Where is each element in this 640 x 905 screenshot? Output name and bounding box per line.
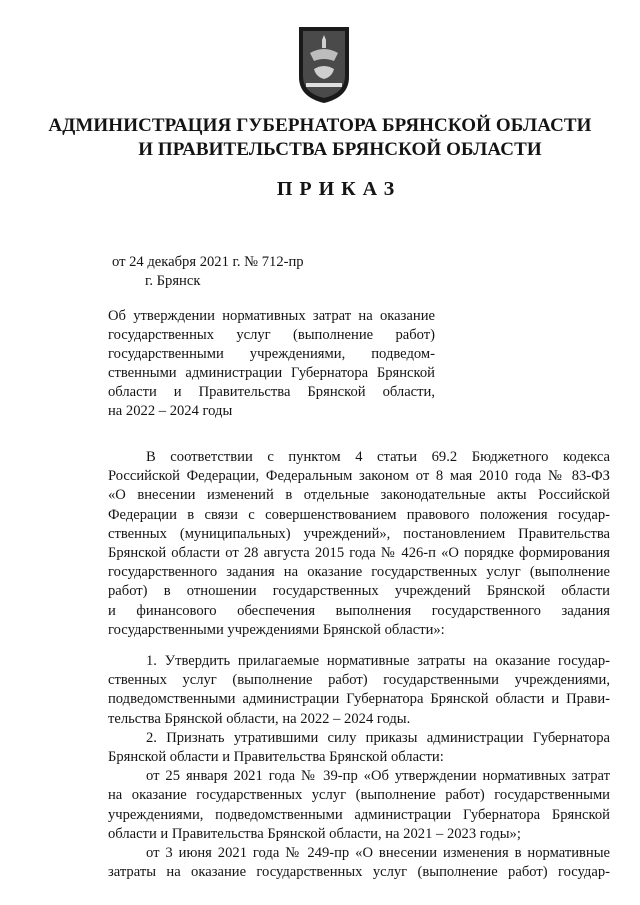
body-line: «О внесении изменений в отдельные законодательные акты Российской [108,487,610,504]
body-line: подведомственными администрации Губернатора Брянской области и Прави- [108,691,610,708]
body-line: государственными учреждениями Брянской области»: [108,621,445,638]
subject-line: ственными администрации Губернатора Брянской [108,365,435,381]
body-line: Брянской области от 28 августа 2015 года № 426-п «О порядке формирования [108,545,610,562]
org-title-line1: АДМИНИСТРАЦИЯ ГУБЕРНАТОРА БРЯНСКОЙ ОБЛАСТИ [48,115,592,136]
coat-of-arms-icon [296,25,352,105]
document-body [108,448,610,882]
body-line: ственных услуг (выполнение работ) государственными учреждениями, [108,672,610,689]
body-line: государственного задания на оказание государственных услуг (выполнение [108,564,610,581]
body-line: ственных (муниципальных) учреждений», постановлением Правительства [108,525,610,542]
body-line: на оказание государственных услуг (выполнение работ) государственными [108,787,610,804]
body-line: работ) в отношении государственных учреждений Брянской области [108,583,610,600]
organization-title [0,114,640,162]
document-date-number: от 24 декабря 2021 г. № 712-пр [112,254,304,270]
subject-line: государственными учреждениями, подведом- [108,346,435,362]
document-subject [108,307,435,421]
body-line: Брянской области и Правительства Брянской области: [108,749,444,766]
body-line: от 25 января 2021 года № 39-пр «Об утверждении нормативных затрат [146,768,610,785]
body-line: 1. Утвердить прилагаемые нормативные затраты на оказание государ- [146,653,610,670]
document-type: ПРИКАЗ [276,178,402,200]
subject-line: государственных услуг (выполнение работ) [108,327,435,343]
subject-line: области и Правительства Брянской области, [108,384,435,400]
body-line: области и Правительства Брянской области, на 2021 – 2023 годы»; [108,825,521,842]
body-line: и финансового обеспечения выполнения государственного задания [108,602,610,619]
body-line: В соответствии с пунктом 4 статьи 69.2 Бюджетного кодекса [146,449,610,465]
body-line: тельства Брянской области, на 2022 – 2024 годы. [108,710,411,727]
body-line: учреждениями, подведомственными администрации Губернатора Брянской [108,806,610,823]
body-line: Федерации в связи с совершенствованием правового положения государ- [108,506,610,523]
body-line: Российской Федерации, Федеральным законом от 8 мая 2010 года № 83-ФЗ [108,468,610,485]
subject-line: на 2022 – 2024 годы [108,403,233,419]
org-title-line2: И ПРАВИТЕЛЬСТВА БРЯНСКОЙ ОБЛАСТИ [138,139,542,160]
body-line: затраты на оказание государственных услуг (выполнение работ) государ- [108,864,610,881]
body-line: от 3 июня 2021 года № 249-пр «О внесении изменения в нормативные [146,845,610,862]
document-place: г. Брянск [145,273,201,289]
subject-line: Об утверждении нормативных затрат на оказание [108,308,435,324]
body-line: 2. Признать утратившими силу приказы администрации Губернатора [146,729,610,746]
